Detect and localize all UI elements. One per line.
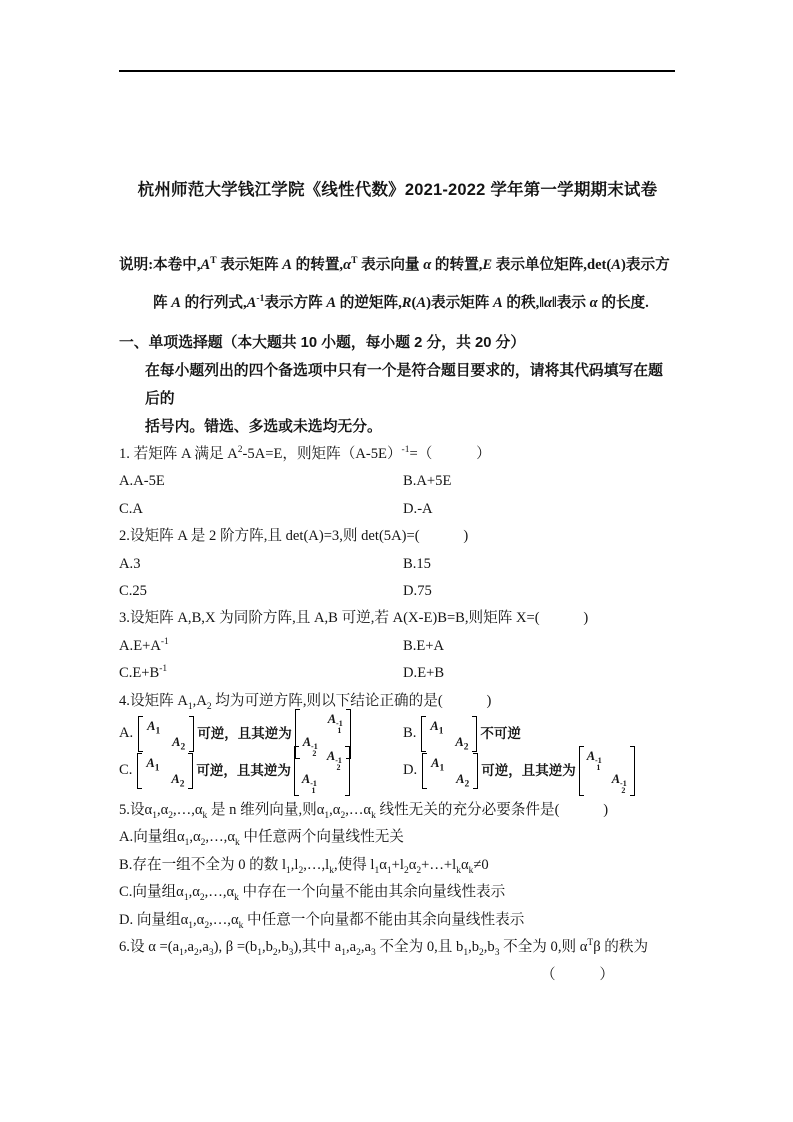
matrix-cell: $A_2$ xyxy=(456,771,470,790)
option-row xyxy=(119,496,676,523)
option-d: D.-A xyxy=(403,500,433,517)
option-text: 可逆，且其逆为 xyxy=(196,762,291,778)
option-label: A. xyxy=(119,724,134,741)
matrix-cell xyxy=(326,771,343,794)
matrix-cell: A -1 1 xyxy=(586,748,602,772)
option-a: $A.E+A^{-1}$ xyxy=(119,636,169,654)
matrix-cell: $A_2$ xyxy=(455,734,469,753)
matrix-cell: $A_1$ xyxy=(146,755,160,774)
questions-block xyxy=(119,441,676,989)
option-row xyxy=(119,468,676,495)
matrix-cell xyxy=(145,734,162,750)
matrix-cell xyxy=(454,755,471,771)
notice-line-1: 说明:本卷中$,A^T$ 表示矩阵 A 的转置$,\alpha^T$ 表示向量 α 的转置,E 表示单位矩阵,det(A)表示方 xyxy=(119,256,670,273)
question-stem: 1. 若矩阵 A 满足 $A^2-5A=E$，则矩阵$(A-5E)^{-1}=$（ ） xyxy=(119,445,491,462)
matrix-cell xyxy=(611,748,628,771)
option-a: A.3 xyxy=(119,555,141,572)
option-a: A.向量组$\alpha_1,\alpha_2,\dots,\alpha_k$ 中任意两个向量线性无关 xyxy=(119,829,404,849)
section-instruction-2: 括号内。错选、多选或未选均无分。 xyxy=(145,419,382,435)
question-4 xyxy=(119,688,676,795)
page-title: 杭州师范大学钱江学院《线性代数》2021-2022 学年第一学期期末试卷 xyxy=(137,181,658,199)
option-c: C.向量组$\alpha_1,\alpha_2,\dots,\alpha_k$ 中存在一个向量不能由其余向量线性表示 xyxy=(119,884,506,904)
option-text: 可逆，且其逆为 xyxy=(197,725,292,741)
question-2 xyxy=(119,523,676,605)
block-matrix xyxy=(137,753,193,789)
option-d: D.75 xyxy=(403,583,432,600)
option-row xyxy=(119,660,676,687)
option-row xyxy=(119,748,676,795)
matrix-cell xyxy=(453,718,470,734)
option-label: D. xyxy=(403,761,418,778)
matrix-cell: A -1 2 xyxy=(326,748,342,772)
matrix-cell xyxy=(169,755,186,771)
option-row xyxy=(119,551,676,578)
answer-blank: （ ） xyxy=(541,966,614,983)
option-row xyxy=(119,578,676,605)
option-text: 不可逆 xyxy=(480,725,521,741)
notice-line-2: 阵 A 的行列式$,A^{-1}$表示方阵 A 的逆矩阵,R(A)表示矩阵 A 的秩,‖α‖表示 α 的长度. xyxy=(153,294,649,311)
matrix-cell xyxy=(428,734,445,750)
question-stem: 5.设$\alpha_1,\alpha_2,\dots,\alpha_k$ 是 n 维列向量,则$\alpha_1,\alpha_2,\dots\alpha_k$ 线性无关的充分必要条件是( ) xyxy=(119,802,609,821)
section-single-choice xyxy=(119,329,676,441)
matrix-cell xyxy=(586,771,603,794)
block-matrix xyxy=(138,716,194,752)
question-stem: 2.设矩阵 A 是 2 阶方阵,且 det(A)=3,则 det(5A)=( ) xyxy=(119,528,469,545)
page-content xyxy=(119,0,676,989)
option-c: C.25 xyxy=(119,583,147,600)
block-matrix xyxy=(294,746,350,796)
matrix-cell xyxy=(429,771,446,787)
matrix-cell: $A_1$ xyxy=(431,755,445,774)
option-label: B. xyxy=(403,724,417,741)
question-3 xyxy=(119,605,676,687)
block-matrix xyxy=(579,746,635,796)
matrix-cell: A -1 2 xyxy=(302,734,318,758)
option-b: B.E+A xyxy=(403,637,445,654)
option-row xyxy=(119,633,676,660)
block-matrix xyxy=(422,753,478,789)
option-label: C. xyxy=(119,761,133,778)
matrix-cell: A -1 1 xyxy=(327,711,343,735)
matrix-cell xyxy=(302,711,319,734)
matrix-cell: $A_1$ xyxy=(430,718,444,737)
question-stem: 4.设矩阵 $A_1,A_2$ 均为可逆方阵,则以下结论正确的是( ) xyxy=(119,692,492,712)
option-d: D. 向量组$\alpha_1,\alpha_2,\dots,\alpha_k$ 中任意一个向量都不能由其余向量线性表示 xyxy=(119,911,525,931)
matrix-cell xyxy=(144,771,161,787)
option-text: 可逆，且其逆为 xyxy=(481,762,576,778)
option-c: C.A xyxy=(119,500,143,517)
question-stem: 6.设 $\alpha =(a_1,a_2,a_3)$, $\beta =(b_1,b_2,b_3)$,其中 $a_1,a_2,a_3$ 不全为 0,且 $b_1,b_2,b_3$ 不全为 0,则 $\alpha^T\beta$ 的秩为 xyxy=(119,938,649,958)
section-instruction-1: 在每小题列出的四个备选项中只有一个是符合题目要求的，请将其代码填写在题后的 xyxy=(145,363,663,407)
block-matrix xyxy=(421,716,477,752)
section-heading: 一、单项选择题（本大题共 10 小题，每小题 2 分，共 20 分） xyxy=(119,335,526,351)
matrix-cell: $A_1$ xyxy=(147,718,161,737)
question-1 xyxy=(119,441,676,523)
matrix-cell xyxy=(170,718,187,734)
matrix-cell xyxy=(301,748,318,771)
option-c xyxy=(119,746,403,796)
option-d xyxy=(403,746,638,796)
matrix-cell: A -1 2 xyxy=(611,771,627,795)
matrix-cell: $A_2$ xyxy=(172,734,186,753)
question-6 xyxy=(119,934,676,989)
question-5 xyxy=(119,797,676,934)
option-b: B.存在一组不全为 0 的数 $l_1,l_2,\dots,l_k$,使得 $l_1\alpha_1+l_2\alpha_2+\dots+l_k\alpha_k\ne 0$ xyxy=(119,856,489,876)
matrix-cell: A -1 1 xyxy=(301,771,317,795)
option-b: B.A+5E xyxy=(403,473,452,490)
option-b: B.15 xyxy=(403,555,431,572)
exam-notice xyxy=(119,246,676,322)
option-d: D.E+B xyxy=(403,665,445,682)
option-a: A.A-5E xyxy=(119,473,165,490)
matrix-cell: $A_2$ xyxy=(171,771,185,790)
option-c: $C.E+B^{-1}$ xyxy=(119,664,168,682)
question-stem: 3.设矩阵 A,B,X 为同阶方阵,且 A,B 可逆,若 A(X-E)B=B,则矩阵 X=( ) xyxy=(119,610,589,627)
